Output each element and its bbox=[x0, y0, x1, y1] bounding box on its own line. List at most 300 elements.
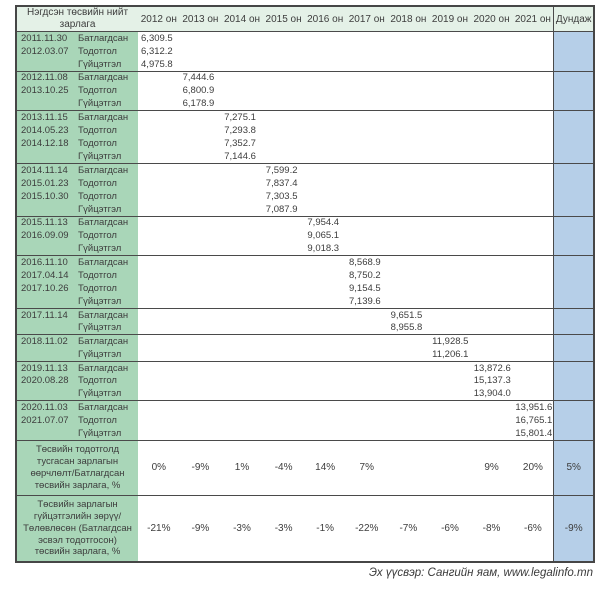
date-cell: 2020.08.28 bbox=[16, 374, 71, 387]
table-row bbox=[16, 269, 594, 282]
source-attribution: Эх үүсвэр: Сангийн яам, www.legalinfo.mn bbox=[368, 567, 593, 579]
value-cell bbox=[512, 71, 554, 84]
summary-value-cell: 1% bbox=[221, 440, 263, 495]
value-cell bbox=[512, 348, 554, 361]
type-cell: Тодотгол bbox=[71, 269, 138, 282]
date-cell: 2017.10.26 bbox=[16, 282, 71, 295]
value-cell bbox=[512, 388, 554, 401]
value-cell bbox=[388, 216, 430, 229]
value-cell bbox=[221, 348, 263, 361]
year-header-cell: 2019 он bbox=[429, 6, 471, 32]
summary-value-cell: -7% bbox=[388, 495, 430, 562]
value-cell bbox=[180, 374, 222, 387]
summary-value-cell: -8% bbox=[471, 495, 513, 562]
value-cell: 15,801.4 bbox=[515, 427, 553, 439]
type-cell: Тодотгол bbox=[71, 374, 138, 387]
value-cell bbox=[429, 203, 471, 216]
type-cell: Батлагдсан bbox=[71, 361, 138, 374]
value-cell bbox=[346, 401, 388, 414]
value-cell bbox=[429, 295, 471, 308]
value-cell bbox=[138, 203, 180, 216]
summary-value-cell bbox=[429, 440, 471, 495]
value-cell bbox=[388, 269, 430, 282]
value-cell bbox=[346, 111, 388, 124]
date-cell: 2014.11.14 bbox=[16, 163, 71, 176]
value-cell bbox=[138, 348, 180, 361]
table-row bbox=[16, 150, 594, 163]
type-cell: Гүйцэтгэл bbox=[71, 388, 138, 401]
value-cell bbox=[346, 177, 388, 190]
corner-header-cell: Нэгдсэн төсвийн нийт зарлага bbox=[16, 6, 138, 32]
average-header-cell: Дундаж bbox=[554, 6, 594, 32]
value-cell: 11,206.1 bbox=[432, 348, 469, 360]
value-cell bbox=[263, 388, 305, 401]
date-cell bbox=[16, 295, 71, 308]
value-cell bbox=[512, 203, 554, 216]
value-cell bbox=[304, 163, 346, 176]
value-cell bbox=[512, 97, 554, 110]
date-cell: 2016.11.10 bbox=[16, 256, 71, 269]
value-cell bbox=[429, 229, 471, 242]
value-cell bbox=[471, 216, 513, 229]
value-cell bbox=[471, 427, 513, 440]
value-cell bbox=[471, 243, 513, 256]
value-cell bbox=[180, 335, 222, 348]
year-header-cell: 2014 он bbox=[221, 6, 263, 32]
table-row bbox=[16, 243, 594, 256]
value-cell bbox=[180, 282, 222, 295]
value-cell bbox=[471, 163, 513, 176]
date-cell bbox=[16, 58, 71, 71]
value-cell bbox=[346, 150, 388, 163]
summary-value-cell: -4% bbox=[263, 440, 305, 495]
value-cell: 4,975.8 bbox=[141, 58, 173, 70]
value-cell bbox=[346, 229, 388, 242]
value-cell bbox=[429, 269, 471, 282]
type-cell: Тодотгол bbox=[71, 190, 138, 203]
table-row bbox=[16, 374, 594, 387]
value-cell bbox=[221, 335, 263, 348]
value-cell bbox=[221, 308, 263, 321]
value-cell bbox=[304, 348, 346, 361]
type-cell: Батлагдсан bbox=[71, 308, 138, 321]
value-cell bbox=[429, 256, 471, 269]
value-cell bbox=[221, 163, 263, 176]
value-cell bbox=[180, 295, 222, 308]
value-cell: 6,312.2 bbox=[141, 45, 173, 57]
average-cell bbox=[554, 137, 594, 150]
type-cell: Гүйцэтгэл bbox=[71, 97, 138, 110]
value-cell: 7,275.1 bbox=[221, 111, 263, 124]
value-cell bbox=[180, 401, 222, 414]
value-cell bbox=[346, 163, 388, 176]
summary-average-cell: -9% bbox=[554, 495, 594, 562]
value-cell bbox=[388, 137, 430, 150]
value-cell bbox=[180, 216, 222, 229]
value-cell bbox=[388, 32, 430, 45]
average-cell bbox=[554, 150, 594, 163]
date-cell: 2015.01.23 bbox=[16, 177, 71, 190]
table-row bbox=[16, 361, 594, 374]
value-cell bbox=[429, 137, 471, 150]
date-cell bbox=[16, 388, 71, 401]
value-cell bbox=[304, 58, 346, 71]
value-cell bbox=[180, 256, 222, 269]
value-cell bbox=[304, 361, 346, 374]
summary-label-cell: Төсвийн тодотголд тусгасан зарлагын өөрчлөлт/Батлагдсан төсвийн зарлага, % bbox=[16, 440, 138, 495]
value-cell bbox=[388, 348, 430, 361]
date-cell bbox=[16, 243, 71, 256]
table-row bbox=[16, 256, 594, 269]
type-cell: Гүйцэтгэл bbox=[71, 295, 138, 308]
value-cell bbox=[221, 32, 263, 45]
value-cell bbox=[263, 335, 305, 348]
date-cell: 2020.11.03 bbox=[16, 401, 71, 414]
average-cell bbox=[554, 124, 594, 137]
value-cell bbox=[388, 177, 430, 190]
value-cell bbox=[304, 374, 346, 387]
summary-value-cell: 9% bbox=[471, 440, 513, 495]
value-cell bbox=[512, 269, 554, 282]
value-cell bbox=[138, 163, 180, 176]
value-cell bbox=[138, 97, 180, 110]
value-cell bbox=[471, 124, 513, 137]
type-cell: Тодотгол bbox=[71, 84, 138, 97]
value-cell: 8,750.2 bbox=[348, 269, 381, 281]
value-cell bbox=[221, 322, 263, 335]
summary-value-cell: -3% bbox=[263, 495, 305, 562]
date-cell: 2012.11.08 bbox=[16, 71, 71, 84]
value-cell bbox=[304, 84, 346, 97]
value-cell bbox=[471, 308, 513, 321]
value-cell bbox=[304, 32, 346, 45]
date-cell bbox=[16, 322, 71, 335]
value-cell bbox=[388, 427, 430, 440]
value-cell bbox=[512, 137, 554, 150]
value-cell bbox=[388, 361, 430, 374]
type-cell: Тодотгол bbox=[71, 229, 138, 242]
value-cell bbox=[263, 322, 305, 335]
value-cell bbox=[471, 322, 513, 335]
value-cell bbox=[346, 58, 388, 71]
table-row bbox=[16, 414, 594, 427]
value-cell: 16,765.1 bbox=[515, 415, 553, 427]
value-cell bbox=[304, 414, 346, 427]
value-cell bbox=[138, 335, 180, 348]
value-cell bbox=[346, 388, 388, 401]
type-cell: Батлагдсан bbox=[71, 163, 138, 176]
value-cell bbox=[346, 374, 388, 387]
value-cell bbox=[388, 295, 430, 308]
value-cell bbox=[346, 137, 388, 150]
value-cell bbox=[471, 335, 513, 348]
value-cell bbox=[388, 71, 430, 84]
value-cell bbox=[471, 256, 513, 269]
value-cell bbox=[388, 124, 430, 137]
value-cell bbox=[471, 97, 513, 110]
value-cell bbox=[180, 137, 222, 150]
type-cell: Гүйцэтгэл bbox=[71, 322, 138, 335]
value-cell bbox=[221, 374, 263, 387]
value-cell bbox=[512, 308, 554, 321]
value-cell bbox=[471, 401, 513, 414]
value-cell bbox=[471, 58, 513, 71]
value-cell bbox=[221, 256, 263, 269]
value-cell bbox=[180, 322, 222, 335]
value-cell bbox=[263, 124, 305, 137]
value-cell: 6,178.9 bbox=[182, 98, 215, 110]
value-cell bbox=[221, 71, 263, 84]
value-cell bbox=[180, 361, 222, 374]
table-row bbox=[16, 348, 594, 361]
value-cell bbox=[180, 150, 222, 163]
value-cell bbox=[304, 269, 346, 282]
value-cell bbox=[429, 322, 471, 335]
value-cell bbox=[471, 137, 513, 150]
date-cell: 2013.10.25 bbox=[16, 84, 71, 97]
value-cell bbox=[263, 401, 305, 414]
value-cell bbox=[512, 216, 554, 229]
value-cell bbox=[180, 163, 222, 176]
value-cell: 7,599.2 bbox=[263, 163, 305, 176]
summary-value-cell: -9% bbox=[180, 440, 222, 495]
value-cell bbox=[512, 177, 554, 190]
value-cell: 7,144.6 bbox=[224, 151, 256, 163]
summary-value-cell: 0% bbox=[138, 440, 180, 495]
value-cell bbox=[304, 97, 346, 110]
value-cell bbox=[138, 269, 180, 282]
value-cell bbox=[346, 203, 388, 216]
value-cell bbox=[180, 111, 222, 124]
average-cell bbox=[554, 388, 594, 401]
value-cell: 9,651.5 bbox=[388, 308, 430, 321]
value-cell bbox=[346, 71, 388, 84]
value-cell bbox=[138, 427, 180, 440]
value-cell bbox=[304, 256, 346, 269]
type-cell: Тодотгол bbox=[71, 414, 138, 427]
value-cell bbox=[263, 427, 305, 440]
value-cell bbox=[512, 229, 554, 242]
value-cell bbox=[429, 45, 471, 58]
value-cell: 7,837.4 bbox=[265, 177, 298, 189]
average-cell bbox=[554, 58, 594, 71]
value-cell: 13,872.6 bbox=[471, 361, 513, 374]
value-cell bbox=[471, 84, 513, 97]
value-cell bbox=[512, 374, 554, 387]
value-cell bbox=[471, 269, 513, 282]
value-cell: 7,139.6 bbox=[348, 296, 381, 308]
value-cell bbox=[180, 414, 222, 427]
value-cell bbox=[388, 97, 430, 110]
value-cell bbox=[304, 111, 346, 124]
value-cell bbox=[180, 308, 222, 321]
value-cell bbox=[221, 269, 263, 282]
value-cell bbox=[263, 216, 305, 229]
value-cell bbox=[180, 269, 222, 282]
table-row bbox=[16, 84, 594, 97]
value-cell bbox=[346, 414, 388, 427]
average-cell bbox=[554, 269, 594, 282]
value-cell bbox=[138, 177, 180, 190]
value-cell bbox=[388, 401, 430, 414]
summary-value-cell: -9% bbox=[180, 495, 222, 562]
year-header-cell: 2016 он bbox=[304, 6, 346, 32]
date-cell: 2012.03.07 bbox=[16, 45, 71, 58]
value-cell bbox=[263, 414, 305, 427]
value-cell bbox=[346, 84, 388, 97]
average-cell bbox=[554, 111, 594, 124]
value-cell bbox=[180, 32, 222, 45]
date-cell: 2017.04.14 bbox=[16, 269, 71, 282]
date-cell: 2015.11.13 bbox=[16, 216, 71, 229]
value-cell bbox=[138, 308, 180, 321]
value-cell bbox=[346, 97, 388, 110]
table-row bbox=[16, 45, 594, 58]
value-cell bbox=[304, 295, 346, 308]
table-row bbox=[16, 308, 594, 321]
year-header-cell: 2021 он bbox=[512, 6, 554, 32]
type-cell: Гүйцэтгэл bbox=[71, 58, 138, 71]
table-row bbox=[16, 190, 594, 203]
table-row bbox=[16, 216, 594, 229]
summary-value-cell: -6% bbox=[512, 495, 554, 562]
value-cell bbox=[346, 361, 388, 374]
date-cell: 2011.11.30 bbox=[16, 32, 71, 45]
table-row bbox=[16, 124, 594, 137]
average-cell bbox=[554, 177, 594, 190]
average-cell bbox=[554, 374, 594, 387]
type-cell: Тодотгол bbox=[71, 177, 138, 190]
value-cell bbox=[388, 45, 430, 58]
value-cell bbox=[471, 229, 513, 242]
type-cell: Батлагдсан bbox=[71, 256, 138, 269]
value-cell bbox=[138, 295, 180, 308]
value-cell bbox=[221, 388, 263, 401]
value-cell bbox=[138, 150, 180, 163]
value-cell bbox=[138, 137, 180, 150]
date-cell bbox=[16, 203, 71, 216]
value-cell bbox=[263, 97, 305, 110]
value-cell bbox=[180, 45, 222, 58]
value-cell bbox=[388, 203, 430, 216]
value-cell bbox=[221, 84, 263, 97]
value-cell bbox=[180, 243, 222, 256]
value-cell bbox=[263, 361, 305, 374]
value-cell bbox=[138, 71, 180, 84]
value-cell: 7,087.9 bbox=[265, 203, 298, 215]
average-cell bbox=[554, 335, 594, 348]
value-cell bbox=[429, 97, 471, 110]
value-cell bbox=[221, 216, 263, 229]
value-cell bbox=[512, 150, 554, 163]
value-cell bbox=[304, 45, 346, 58]
value-cell bbox=[304, 335, 346, 348]
date-cell: 2016.09.09 bbox=[16, 229, 71, 242]
table-row bbox=[16, 401, 594, 414]
average-cell bbox=[554, 84, 594, 97]
value-cell bbox=[346, 45, 388, 58]
value-cell bbox=[388, 374, 430, 387]
value-cell bbox=[429, 163, 471, 176]
value-cell bbox=[512, 243, 554, 256]
average-cell bbox=[554, 97, 594, 110]
average-cell bbox=[554, 71, 594, 84]
type-cell: Гүйцэтгэл bbox=[71, 348, 138, 361]
table-row bbox=[16, 71, 594, 84]
value-cell bbox=[180, 58, 222, 71]
average-cell bbox=[554, 348, 594, 361]
average-cell bbox=[554, 45, 594, 58]
budget-table-body bbox=[16, 6, 594, 562]
value-cell bbox=[388, 243, 430, 256]
value-cell bbox=[388, 282, 430, 295]
value-cell bbox=[263, 374, 305, 387]
type-cell: Гүйцэтгэл bbox=[71, 150, 138, 163]
type-cell: Батлагдсан bbox=[71, 111, 138, 124]
value-cell bbox=[180, 229, 222, 242]
value-cell bbox=[429, 190, 471, 203]
table-row bbox=[16, 111, 594, 124]
value-cell bbox=[512, 111, 554, 124]
table-row bbox=[16, 177, 594, 190]
value-cell: 7,444.6 bbox=[180, 71, 222, 84]
type-cell: Тодотгол bbox=[71, 45, 138, 58]
value-cell bbox=[388, 163, 430, 176]
value-cell: 6,309.5 bbox=[138, 32, 180, 45]
table-row bbox=[16, 427, 594, 440]
value-cell: 6,800.9 bbox=[182, 85, 215, 97]
value-cell bbox=[512, 295, 554, 308]
value-cell bbox=[304, 308, 346, 321]
value-cell bbox=[471, 111, 513, 124]
value-cell bbox=[180, 203, 222, 216]
value-cell bbox=[263, 269, 305, 282]
summary-value-cell: -3% bbox=[221, 495, 263, 562]
value-cell bbox=[429, 414, 471, 427]
average-cell bbox=[554, 282, 594, 295]
value-cell bbox=[471, 282, 513, 295]
value-cell bbox=[346, 427, 388, 440]
budget-table-container bbox=[15, 5, 593, 563]
value-cell bbox=[263, 243, 305, 256]
date-cell: 2013.11.15 bbox=[16, 111, 71, 124]
value-cell bbox=[471, 177, 513, 190]
value-cell bbox=[471, 348, 513, 361]
value-cell bbox=[346, 322, 388, 335]
average-cell bbox=[554, 322, 594, 335]
summary-value-cell: 14% bbox=[304, 440, 346, 495]
value-cell bbox=[263, 111, 305, 124]
year-header-cell: 2017 он bbox=[346, 6, 388, 32]
value-cell bbox=[346, 216, 388, 229]
value-cell bbox=[471, 190, 513, 203]
year-header-cell: 2012 он bbox=[138, 6, 180, 32]
value-cell bbox=[346, 243, 388, 256]
value-cell bbox=[221, 295, 263, 308]
table-row bbox=[16, 335, 594, 348]
value-cell bbox=[512, 361, 554, 374]
value-cell: 7,293.8 bbox=[224, 124, 256, 136]
value-cell bbox=[304, 190, 346, 203]
date-cell bbox=[16, 150, 71, 163]
average-cell bbox=[554, 361, 594, 374]
value-cell bbox=[512, 335, 554, 348]
value-cell bbox=[138, 243, 180, 256]
value-cell bbox=[512, 84, 554, 97]
table-row bbox=[16, 282, 594, 295]
year-header-cell: 2020 он bbox=[471, 6, 513, 32]
type-cell: Тодотгол bbox=[71, 137, 138, 150]
